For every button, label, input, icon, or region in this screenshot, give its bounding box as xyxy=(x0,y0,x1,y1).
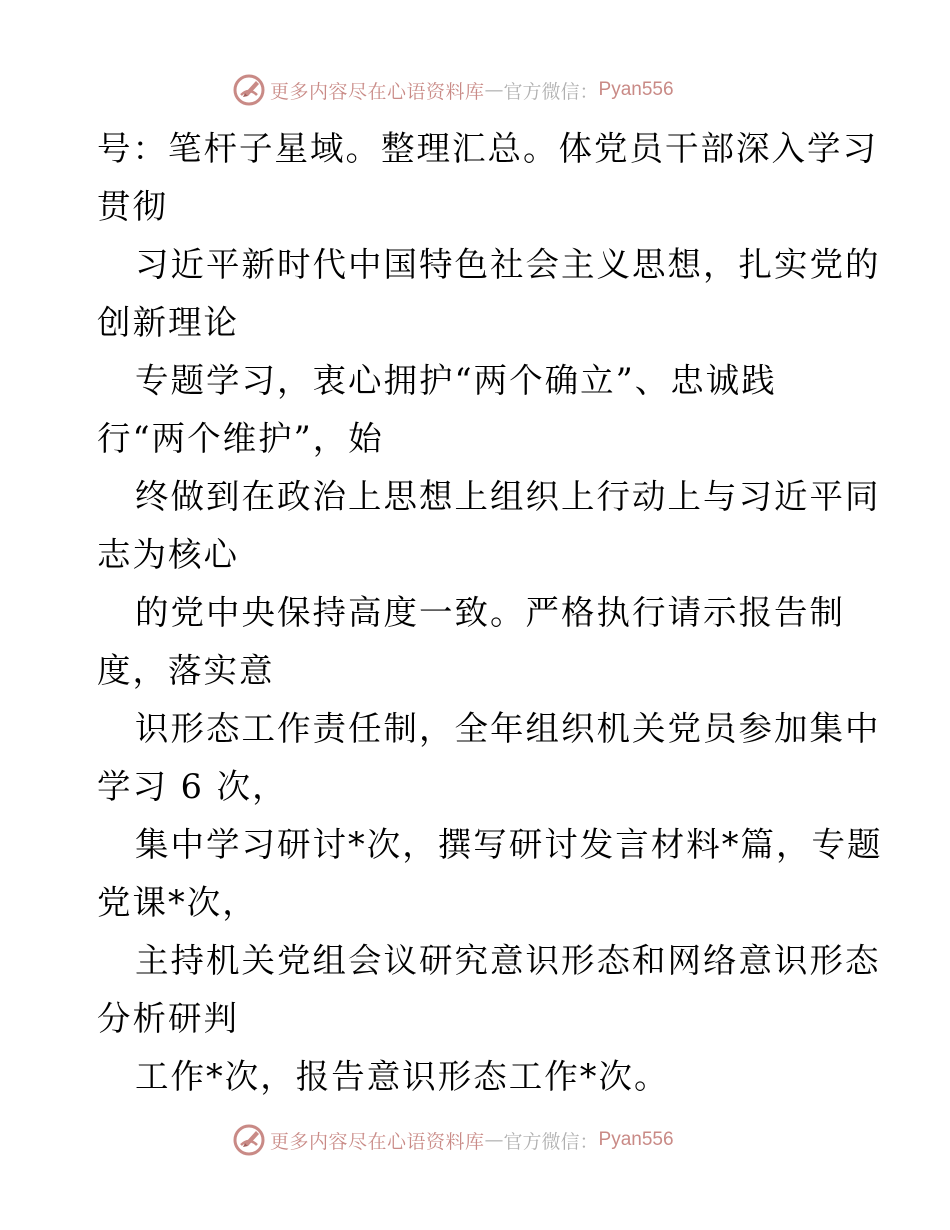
book-pen-logo-icon xyxy=(232,1123,266,1157)
text-line: 集中学习研讨*次，撰写研讨发言材料*篇，专题 xyxy=(135,825,883,864)
text-line: 行“两个维护”，始 xyxy=(97,419,384,458)
text-line: 度，落实意 xyxy=(97,651,275,690)
text-line: 贯彻 xyxy=(97,187,168,226)
text-line: 学习 6 次， xyxy=(97,767,288,806)
watermark-wechat-label: 官方微信： xyxy=(503,1130,599,1153)
text-line: 专题学习，衷心拥护“两个确立”、忠诚践 xyxy=(135,361,777,400)
text-line: 工作*次，报告意识形态工作*次。 xyxy=(135,1057,670,1096)
watermark-text: 更多内容尽在心语资料库 xyxy=(270,80,485,103)
watermark-text: 更多内容尽在心语资料库 xyxy=(270,1130,485,1153)
text-line: 志为核心 xyxy=(97,535,239,574)
watermark-separator: — xyxy=(484,79,504,101)
book-pen-logo-icon xyxy=(232,73,266,107)
text-line: 的党中央保持高度一致。严格执行请示报告制 xyxy=(135,593,845,632)
text-line: 习近平新时代中国特色社会主义思想，扎实党的 xyxy=(135,245,881,284)
text-line: 党课*次， xyxy=(97,883,258,922)
text-line: 号：笔杆子星域。整理汇总。体党员干部深入学习 xyxy=(97,129,878,168)
watermark-separator: — xyxy=(484,1129,504,1151)
watermark-wechat-id: Pyan556 xyxy=(598,79,674,100)
text-line: 创新理论 xyxy=(97,303,239,342)
watermark-wechat-id: Pyan556 xyxy=(598,1129,674,1150)
footer-watermark xyxy=(232,1122,674,1158)
text-line: 识形态工作责任制，全年组织机关党员参加集中 xyxy=(135,709,881,748)
watermark-wechat-label: 官方微信： xyxy=(503,80,599,103)
header-watermark xyxy=(232,72,674,108)
text-line: 分析研判 xyxy=(97,999,239,1038)
text-line: 主持机关党组会议研究意识形态和网络意识形态 xyxy=(135,941,881,980)
text-line: 终做到在政治上思想上组织上行动上与习近平同 xyxy=(135,477,881,516)
